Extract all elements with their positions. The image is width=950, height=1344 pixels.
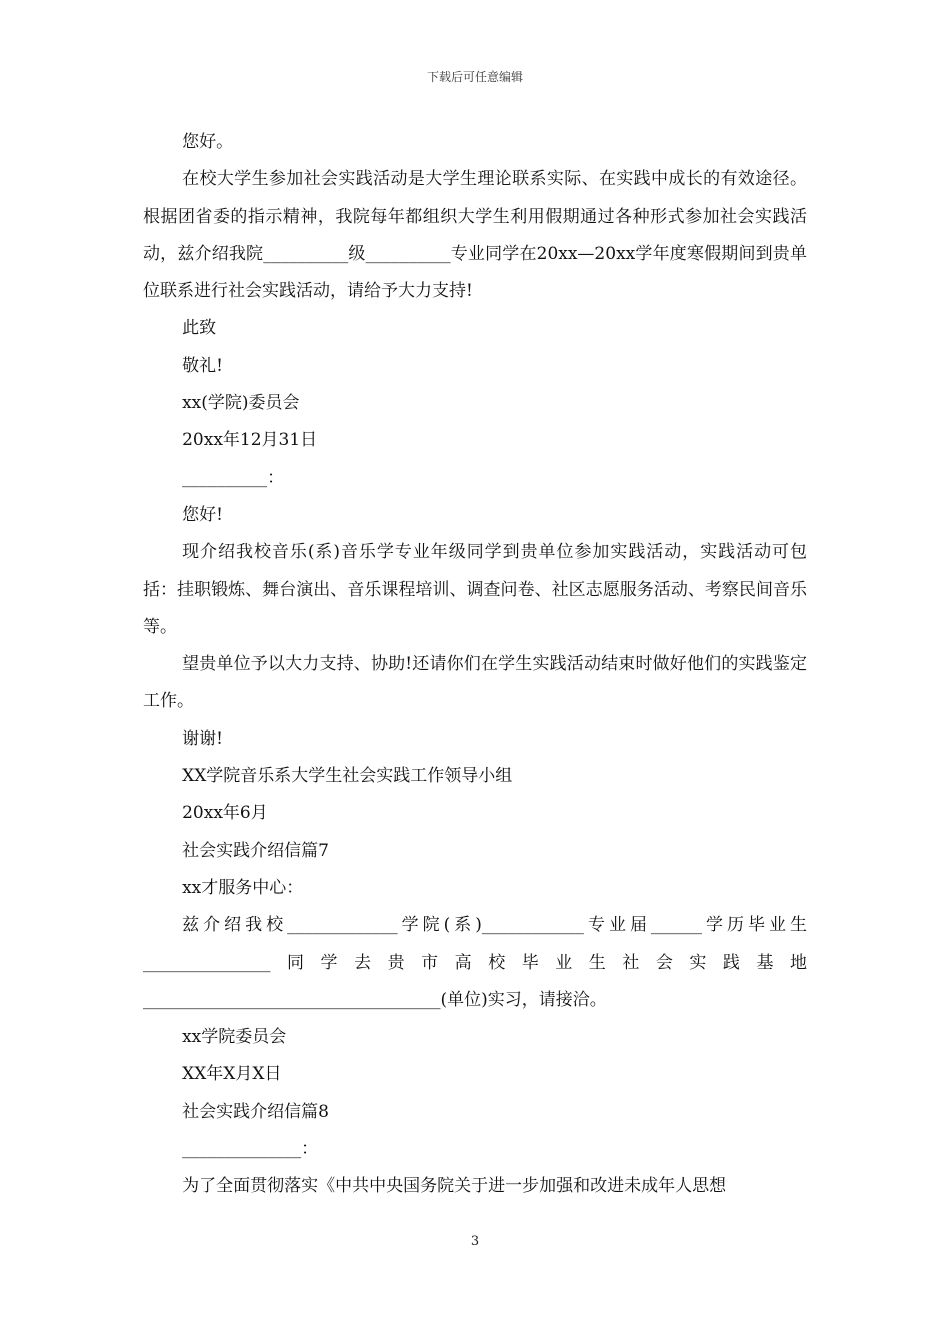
page-number: 3 [470, 1234, 480, 1249]
paragraph: 为了全面贯彻落实《中共中央国务院关于进一步加强和改进未成年人思想 [182, 1176, 727, 1197]
paragraph: 谢谢! [182, 728, 223, 749]
paragraph: 20xx年12月31日 [182, 430, 318, 451]
paragraph: XX学院音乐系大学生社会实践工作领导小组 [182, 766, 513, 787]
paragraph: 在校大学生参加社会实践活动是大学生理论联系实际、在实践中成长的有效途径。根据团省委的指示精神，我院每年都组织大学生利用假期通过各种形式参加社会实践活动，兹介绍我院__________级__________专业同学在20xx—20xx学年度寒假期间到贵单位联系进行社会实践活动，请给予大力支持! [143, 169, 807, 302]
document-body [143, 124, 807, 1206]
paragraph: 社会实践介绍信篇7 [182, 840, 329, 861]
paragraph: 望贵单位予以大力支持、协助!还请你们在学生实践活动结束时做好他们的实践鉴定工作。 [143, 654, 807, 712]
paragraph: 您好。 [182, 132, 234, 152]
paragraph: xx学院委员会 [182, 1027, 287, 1048]
paragraph: __________： [182, 467, 285, 488]
paragraph: ______________： [182, 1139, 319, 1160]
paragraph: 敬礼! [182, 355, 223, 376]
paragraph: 社会实践介绍信篇8 [182, 1101, 329, 1122]
paragraph: 您好! [182, 504, 223, 525]
paragraph: xx(学院)委员会 [182, 393, 300, 414]
paragraph: 现介绍我校音乐(系)音乐学专业年级同学到贵单位参加实践活动，实践活动可包括：挂职锻炼、舞台演出、音乐课程培训、调查问卷、社区志愿服务活动、考察民间音乐等。 [143, 542, 807, 637]
paragraph: 20xx年6月 [182, 803, 268, 824]
paragraph: xx才服务中心： [182, 877, 304, 898]
paragraph: 兹介绍我校_____________学院(系)____________专业届______学历毕业生_______________同学去贵市高校毕业生社会实践基地___________________________________(单位)实习，请接洽。 [143, 915, 807, 1010]
paragraph: XX年X月X日 [182, 1064, 282, 1085]
paragraph: 此致 [182, 318, 217, 339]
page-header: 下载后可任意编辑 [426, 70, 523, 84]
